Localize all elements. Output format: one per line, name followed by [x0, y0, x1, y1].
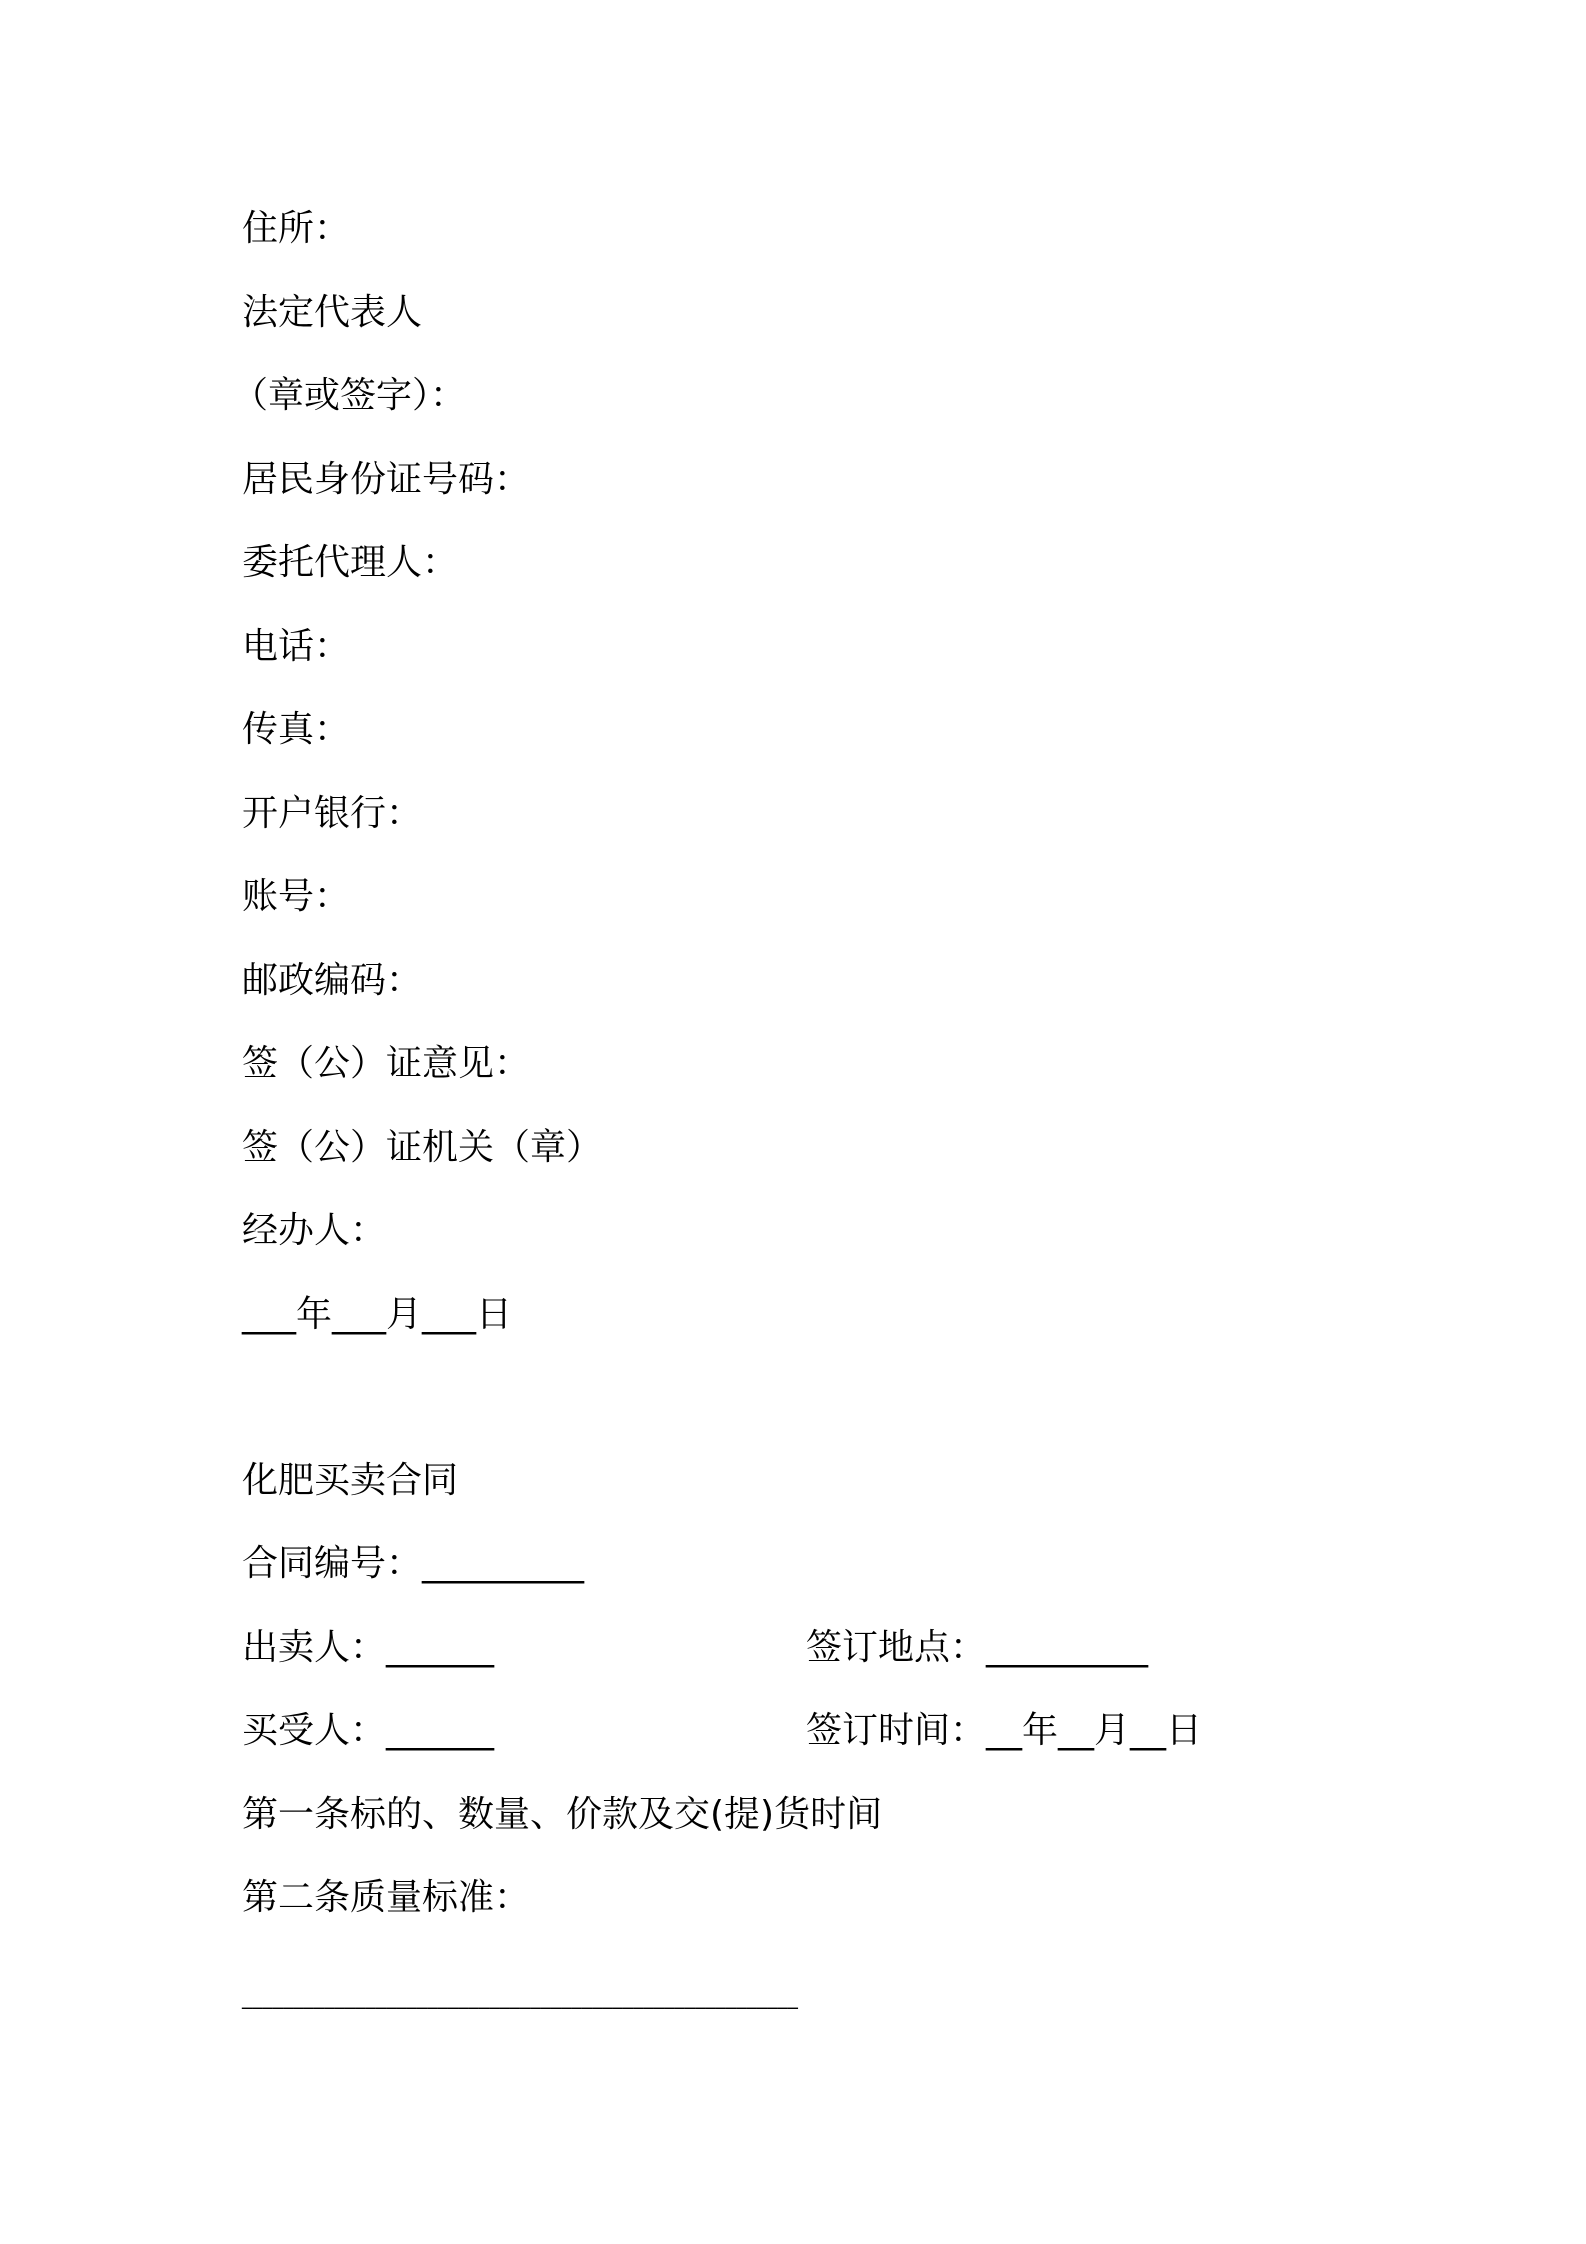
notary-office-seal-label: 签（公）证机关（章）: [242, 1127, 603, 1168]
id-number-label: 居民身份证号码：: [242, 459, 531, 500]
address-label: 住所：: [242, 208, 351, 249]
agent-label: 委托代理人：: [242, 542, 459, 583]
signing-time-field: 签订时间：__年__月__日: [806, 1710, 1203, 1751]
signing-place-field: 签订地点：_________: [806, 1627, 1149, 1668]
contract-number-field: 合同编号：_________: [242, 1543, 585, 1584]
handler-label: 经办人：: [242, 1210, 387, 1251]
bank-label: 开户银行：: [242, 793, 423, 834]
article-2-heading: 第二条质量标准：: [242, 1877, 531, 1918]
legal-representative-label: 法定代表人: [242, 292, 423, 333]
seller-field: 出卖人：______: [242, 1627, 495, 1668]
notary-date-field: ___年___月___日: [242, 1294, 513, 1335]
account-label: 账号：: [242, 876, 351, 917]
article-1-heading: 第一条标的、数量、价款及交(提)货时间: [242, 1794, 883, 1835]
fax-label: 传真：: [242, 709, 351, 750]
notary-opinion-label: 签（公）证意见：: [242, 1043, 531, 1084]
quality-standard-blank-line: ______________________________________________________: [242, 1985, 799, 2009]
seal-or-signature-label: （章或签字）：: [232, 375, 467, 416]
phone-label: 电话：: [242, 626, 351, 667]
buyer-field: 买受人：______: [242, 1710, 495, 1751]
contract-title: 化肥买卖合同: [242, 1460, 459, 1501]
postal-code-label: 邮政编码：: [242, 960, 423, 1001]
